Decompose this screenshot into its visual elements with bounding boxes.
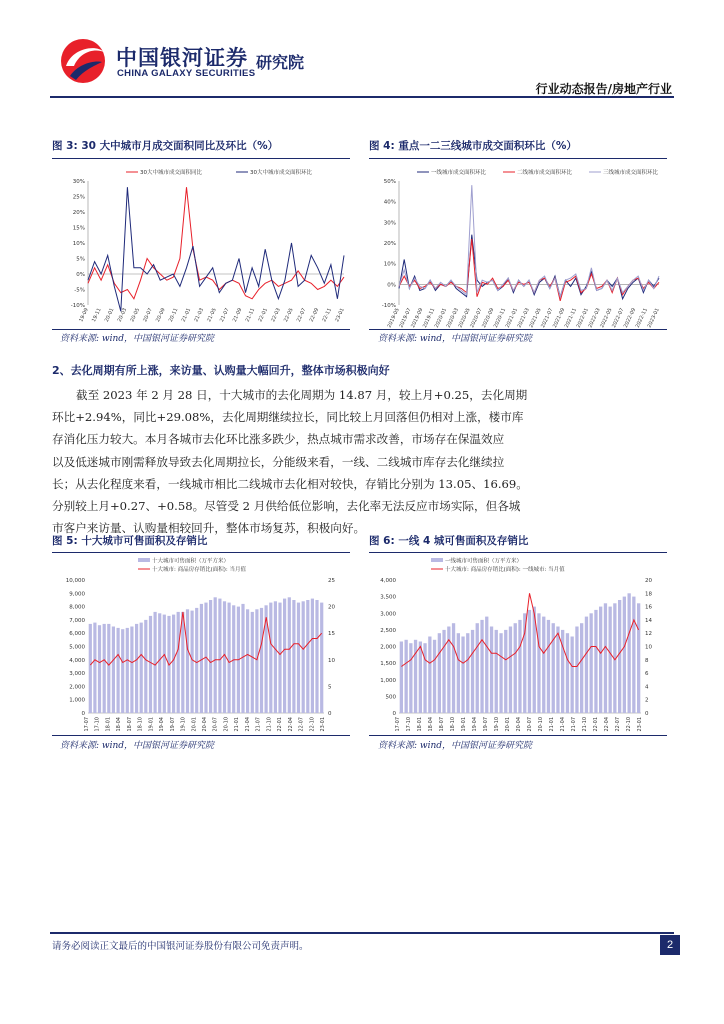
x-tick-label: 20-01: [103, 307, 116, 324]
x-tick-label: 19-01: [461, 717, 467, 732]
bar: [490, 627, 493, 714]
x-tick-label: 20-11: [167, 307, 180, 324]
x-tick-label: 21-07: [255, 717, 262, 732]
bar: [315, 600, 318, 713]
y-left-tick-label: 10,000: [65, 578, 85, 584]
x-tick-label: 20-04: [516, 717, 522, 732]
legend-label: 30大中城市成交面积环比: [250, 170, 312, 176]
bar: [311, 599, 314, 713]
bar: [163, 615, 166, 713]
bar: [542, 617, 545, 713]
bar: [547, 620, 550, 713]
y-left-tick-label: 0: [81, 711, 85, 717]
x-tick-label: 21-07: [571, 717, 577, 732]
bar: [523, 613, 526, 713]
legend-label: 一线城市成交面积环比: [431, 170, 487, 176]
fig5-title: 图 5: 十大城市可售面积及存销比: [52, 535, 208, 547]
bar: [528, 610, 531, 713]
x-tick-label: 17-07: [84, 717, 90, 732]
y-tick-label: -5%: [74, 287, 85, 294]
x-tick-label: 19-10: [180, 717, 187, 732]
bar: [246, 609, 249, 713]
bar: [144, 620, 147, 713]
y-left-tick-label: 1,000: [69, 697, 85, 704]
y-left-tick-label: 8,000: [69, 604, 85, 611]
bar: [274, 601, 277, 713]
bar: [255, 609, 258, 713]
legend-label: 一线城市可售面积（万平方米）: [445, 558, 523, 565]
bar: [98, 625, 101, 713]
x-tick-label: 22-10: [309, 717, 316, 732]
y-tick-label: -10%: [70, 303, 85, 309]
y-left-tick-label: 500: [385, 694, 396, 701]
bar: [89, 624, 92, 713]
fig3-chart: [52, 159, 350, 329]
x-tick-label: 22-04: [287, 717, 294, 732]
section-paragraph: [52, 384, 672, 539]
x-tick-label: 22-09: [308, 307, 321, 324]
x-tick-label: 22-10: [626, 717, 632, 732]
x-tick-label: 19-07: [169, 717, 176, 732]
bar: [112, 627, 115, 714]
header-rule: [50, 96, 674, 98]
legend-swatch-bar: [138, 558, 150, 562]
fig3-title: 图 3: 30 大中城市月成交面积同比及环比（%）: [52, 140, 279, 152]
bar: [140, 623, 143, 713]
x-tick-label: 2021-03: [516, 307, 531, 329]
bar: [604, 603, 607, 713]
para-line: 截至 2023 年 2 月 28 日，十大城市的去化周期为 14.87 月，较上月+0.25，去化周期: [76, 388, 528, 402]
x-tick-label: 21-01: [234, 717, 241, 732]
logo-cn: 中国银河证券: [116, 46, 248, 70]
para-line: 分别较上月+0.27、+0.58。尽管受 2 月供给低位影响，去化率无法反应市场实际，但各城: [52, 499, 521, 514]
x-tick-label: 20-10: [223, 717, 230, 732]
bar: [480, 620, 483, 713]
bar: [232, 605, 235, 713]
legend-label: 三线城市成交面积环比: [603, 170, 659, 176]
x-tick-label: 2022-05: [599, 307, 614, 329]
y-tick-label: 0%: [387, 282, 396, 289]
fig5-chart: [52, 553, 350, 735]
bar: [149, 616, 152, 713]
bar: [260, 608, 263, 713]
y-left-tick-label: 2,000: [380, 644, 396, 651]
x-tick-label: 2020-09: [481, 307, 496, 329]
footer-rule: [50, 932, 674, 934]
x-tick-label: 22-03: [270, 307, 282, 324]
x-tick-label: 23-01: [637, 717, 643, 732]
bar: [288, 597, 291, 713]
bar: [537, 613, 540, 713]
x-tick-label: 21-04: [244, 717, 251, 732]
x-tick-label: 20-03: [116, 307, 129, 324]
y-tick-label: 0%: [76, 272, 85, 278]
bar: [93, 623, 96, 713]
y-tick-label: 10%: [72, 241, 85, 247]
bar: [172, 615, 175, 713]
x-tick-label: 22-04: [604, 717, 610, 732]
y-tick-label: 40%: [383, 199, 396, 206]
y-left-tick-label: 1,000: [380, 677, 396, 684]
y-right-tick-label: 10: [645, 644, 652, 651]
fig3-box: [52, 158, 350, 330]
x-tick-label: 2019-09: [410, 307, 425, 329]
para-line: 以及低迷城市刚需释放导致去化周期拉长，分能级来看，一线、二线城市库存去化继续拉: [52, 454, 505, 469]
bar: [177, 612, 180, 713]
bar: [214, 597, 217, 713]
series-line-2: [88, 187, 344, 311]
x-tick-label: 21-11: [244, 307, 257, 324]
x-tick-label: 17-10: [406, 717, 412, 732]
y-left-tick-label: 3,000: [380, 611, 396, 618]
x-tick-label: 2019-07: [398, 307, 413, 329]
x-tick-label: 20-10: [538, 717, 544, 732]
bar: [471, 630, 474, 713]
bar: [126, 628, 129, 713]
x-tick-label: 18-10: [137, 717, 144, 732]
logo-en: CHINA GALAXY SECURITIES: [117, 68, 256, 79]
y-tick-label: 20%: [383, 241, 396, 247]
x-tick-label: 21-05: [206, 307, 218, 324]
bar: [609, 607, 612, 713]
fig5-box: [52, 552, 350, 736]
bar: [518, 620, 521, 713]
bar: [269, 603, 272, 713]
fig4-box: [369, 158, 667, 330]
bar: [414, 640, 417, 713]
bar: [405, 640, 408, 713]
bar: [580, 623, 583, 713]
bar: [590, 613, 593, 713]
y-left-tick-label: 5,000: [69, 644, 85, 651]
y-left-tick-label: 7,000: [69, 617, 85, 624]
x-tick-label: 2021-01: [504, 307, 519, 329]
x-tick-label: 20-01: [505, 717, 511, 732]
y-right-tick-label: 15: [328, 631, 335, 638]
bar: [618, 600, 621, 713]
bar: [292, 600, 295, 713]
y-left-tick-label: 0: [392, 711, 396, 717]
y-tick-label: 10%: [383, 261, 396, 268]
bar: [400, 642, 403, 714]
y-tick-label: 5%: [76, 256, 85, 263]
legend-label: 十大城市: 商品房存销比(面积): 一线城市: 当月值: [445, 567, 565, 573]
para-line: 环比+2.94%，同比+29.08%，去化周期继续拉长，同比较上月回落但仍相对上涨，楼市库: [52, 410, 524, 425]
y-left-tick-label: 4,000: [69, 657, 85, 664]
bar: [121, 629, 124, 713]
y-left-tick-label: 2,500: [380, 627, 396, 634]
y-left-tick-label: 3,000: [69, 671, 85, 678]
bar: [499, 633, 502, 713]
bar: [428, 637, 431, 714]
bar: [283, 599, 286, 713]
x-tick-label: 22-07: [295, 307, 308, 324]
x-tick-label: 2021-09: [551, 307, 567, 329]
y-right-tick-label: 6: [645, 671, 649, 678]
x-tick-label: 19-04: [159, 717, 166, 732]
y-left-tick-label: 3,500: [380, 594, 396, 601]
x-tick-label: 22-07: [298, 717, 305, 732]
disclaimer: 请务必阅读正文最后的中国银河证券股份有限公司免责声明。: [52, 941, 309, 952]
bar: [423, 643, 426, 713]
bar: [594, 610, 597, 713]
x-tick-label: 18-10: [450, 717, 456, 732]
fig5-source: 资料来源: wind，中国银河证券研究院: [60, 741, 215, 751]
y-right-tick-label: 12: [645, 631, 652, 638]
x-tick-label: 21-09: [231, 307, 244, 324]
bar: [103, 624, 106, 713]
x-tick-label: 19-10: [494, 717, 500, 732]
fig6-source: 资料来源: wind，中国银河证券研究院: [378, 741, 533, 751]
x-tick-label: 2021-07: [540, 307, 555, 329]
y-left-tick-label: 6,000: [69, 631, 85, 638]
galaxy-logo-icon: [58, 36, 108, 86]
bar: [457, 633, 460, 713]
legend-label: 十大城市: 商品房存销比(面积): 当月值: [152, 567, 246, 573]
x-tick-label: 19-07: [483, 717, 489, 732]
series-line-1: [399, 235, 659, 299]
x-tick-label: 2020-03: [445, 307, 460, 329]
x-tick-label: 19-11: [91, 307, 103, 324]
x-tick-label: 20-01: [191, 717, 198, 732]
bar: [628, 593, 631, 713]
fig6-chart: [369, 553, 667, 735]
bar: [209, 600, 212, 713]
x-tick-label: 18-01: [417, 717, 423, 732]
bar: [320, 603, 323, 713]
x-tick-label: 18-07: [439, 717, 445, 732]
logo: [58, 36, 108, 86]
x-tick-label: 2023-01: [646, 307, 661, 329]
x-tick-label: 2022-09: [622, 307, 638, 329]
y-right-tick-label: 10: [328, 657, 335, 664]
x-tick-label: 19-09: [78, 307, 90, 324]
bar: [181, 612, 184, 713]
bar: [409, 643, 412, 713]
x-tick-label: 21-07: [219, 307, 231, 324]
x-tick-label: 2020-11: [492, 307, 508, 329]
bar: [419, 642, 422, 714]
bar: [556, 627, 559, 714]
y-right-tick-label: 20: [645, 578, 652, 584]
bar: [575, 627, 578, 714]
x-tick-label: 17-07: [395, 717, 401, 732]
y-right-tick-label: 16: [645, 604, 652, 611]
x-tick-label: 22-05: [283, 307, 295, 324]
fig3-source: 资料来源: wind，中国银河证券研究院: [60, 334, 215, 344]
x-tick-label: 20-07: [142, 307, 154, 324]
x-tick-label: 2022-03: [587, 307, 602, 329]
x-tick-label: 2022-01: [575, 307, 590, 329]
x-tick-label: 21-01: [549, 717, 555, 732]
bar: [476, 623, 479, 713]
x-tick-label: 2020-05: [457, 307, 472, 329]
fig4-chart: [369, 159, 667, 329]
bar: [107, 624, 110, 713]
x-tick-label: 23-01: [320, 717, 326, 732]
y-tick-label: 30%: [72, 179, 85, 185]
bar: [599, 607, 602, 713]
report-type: 行业动态报告/房地产行业: [535, 82, 672, 96]
y-right-tick-label: 25: [328, 578, 335, 584]
bar: [504, 630, 507, 713]
fig4-source: 资料来源: wind，中国银河证券研究院: [378, 334, 533, 344]
para-line: 长；从去化程度来看，一线城市相比二线城市去化相对较快，存销比分别为 13.05、16.69。: [52, 476, 528, 491]
x-tick-label: 19-01: [148, 717, 155, 732]
bar: [297, 603, 300, 713]
series-line-2: [399, 239, 659, 301]
x-tick-label: 2020-07: [469, 307, 484, 329]
y-left-tick-label: 2,000: [69, 684, 85, 691]
y-right-tick-label: 4: [645, 684, 649, 691]
x-tick-label: 2019-05: [386, 307, 401, 329]
bar: [514, 623, 517, 713]
bar: [218, 599, 221, 713]
bar: [461, 637, 464, 714]
x-tick-label: 2020-01: [433, 307, 449, 329]
bar: [566, 633, 569, 713]
bar: [495, 630, 498, 713]
x-tick-label: 22-07: [615, 717, 621, 732]
bar: [228, 603, 231, 713]
y-tick-label: 30%: [383, 220, 396, 227]
bar: [302, 601, 305, 713]
bar: [200, 604, 203, 713]
bar: [195, 608, 198, 713]
x-tick-label: 23-01: [334, 307, 346, 324]
x-tick-label: 2021-05: [528, 307, 543, 329]
x-tick-label: 18-04: [116, 717, 123, 732]
y-left-tick-label: 1,500: [380, 661, 396, 668]
fig6-box: [369, 552, 667, 736]
x-tick-label: 20-05: [129, 307, 142, 324]
bar: [154, 612, 157, 713]
bar: [585, 617, 588, 713]
bar: [433, 640, 436, 713]
y-tick-label: 50%: [383, 179, 396, 185]
x-tick-label: 22-01: [257, 307, 270, 324]
x-tick-label: 2022-07: [611, 307, 626, 329]
bar: [442, 630, 445, 713]
bar: [438, 633, 441, 713]
y-right-tick-label: 14: [645, 617, 652, 624]
bar: [466, 633, 469, 713]
x-tick-label: 21-04: [560, 717, 566, 732]
y-left-tick-label: 9,000: [69, 591, 85, 598]
x-tick-label: 18-01: [105, 717, 112, 732]
bar: [571, 637, 574, 714]
fig4-title: 图 4: 重点一二三线城市成交面积环比（%）: [369, 140, 577, 152]
bar: [637, 603, 640, 713]
bar: [117, 628, 120, 713]
x-tick-label: 2021-11: [563, 307, 579, 329]
bar: [452, 623, 455, 713]
bar: [552, 623, 555, 713]
bar: [186, 609, 189, 713]
y-right-tick-label: 0: [328, 711, 332, 717]
x-tick-label: 22-01: [277, 717, 284, 732]
series-line-3: [399, 185, 659, 297]
y-right-tick-label: 18: [645, 591, 652, 598]
y-right-tick-label: 0: [645, 711, 649, 717]
bar: [509, 627, 512, 714]
x-tick-label: 22-11: [321, 307, 334, 324]
para-line: 存消化压力较大。本月各城市去化环比涨多跌少，热点城市需求改善，市场存在保温效应: [52, 432, 505, 447]
x-tick-label: 21-03: [193, 307, 206, 324]
x-tick-label: 18-07: [126, 717, 133, 732]
x-tick-label: 18-04: [428, 717, 434, 732]
y-tick-label: -10%: [381, 303, 396, 309]
bar: [485, 617, 488, 713]
bar: [278, 603, 281, 713]
institute-name: 研究院: [256, 53, 305, 72]
x-tick-label: 17-10: [94, 717, 101, 732]
y-tick-label: 20%: [72, 210, 85, 216]
bar: [130, 627, 133, 714]
x-tick-label: 21-01: [180, 307, 193, 324]
fig6-title: 图 6: 一线 4 城可售面积及存销比: [369, 535, 529, 547]
legend-label: 十大城市可售面积（万平方米）: [152, 558, 230, 565]
y-right-tick-label: 5: [328, 684, 332, 691]
bar: [251, 612, 254, 713]
legend-label: 二线城市成交面积环比: [517, 170, 573, 176]
bar: [135, 624, 138, 713]
x-tick-label: 20-07: [527, 717, 533, 732]
y-right-tick-label: 2: [645, 697, 649, 704]
x-tick-label: 20-07: [212, 717, 219, 732]
page-number: 2: [660, 935, 680, 955]
bar: [241, 604, 244, 713]
x-tick-label: 22-01: [593, 717, 599, 732]
para-line: 市客户来访量、认购量相较回升，整体市场复苏，积极向好。: [52, 521, 366, 536]
x-tick-label: 2022-11: [634, 307, 649, 329]
y-right-tick-label: 20: [328, 604, 335, 611]
bar: [191, 611, 194, 713]
section-title: 2、去化周期有所上涨，来访量、认购量大幅回升，整体市场积极向好: [52, 364, 390, 377]
y-tick-label: 15%: [72, 225, 85, 232]
bar: [158, 613, 161, 713]
bar: [623, 597, 626, 713]
bar: [632, 597, 635, 713]
legend-label: 30大中城市成交面积同比: [140, 170, 202, 176]
x-tick-label: 21-10: [266, 717, 273, 732]
x-tick-label: 19-04: [472, 717, 478, 732]
x-tick-label: 20-04: [202, 717, 208, 732]
x-tick-label: 20-09: [155, 307, 167, 324]
x-tick-label: 21-10: [582, 717, 588, 732]
x-tick-label: 2019-11: [421, 307, 437, 329]
bar: [306, 600, 309, 713]
y-tick-label: 25%: [72, 194, 85, 201]
y-right-tick-label: 8: [645, 657, 649, 664]
y-left-tick-label: 4,000: [380, 578, 396, 584]
legend-swatch-bar: [431, 558, 443, 562]
